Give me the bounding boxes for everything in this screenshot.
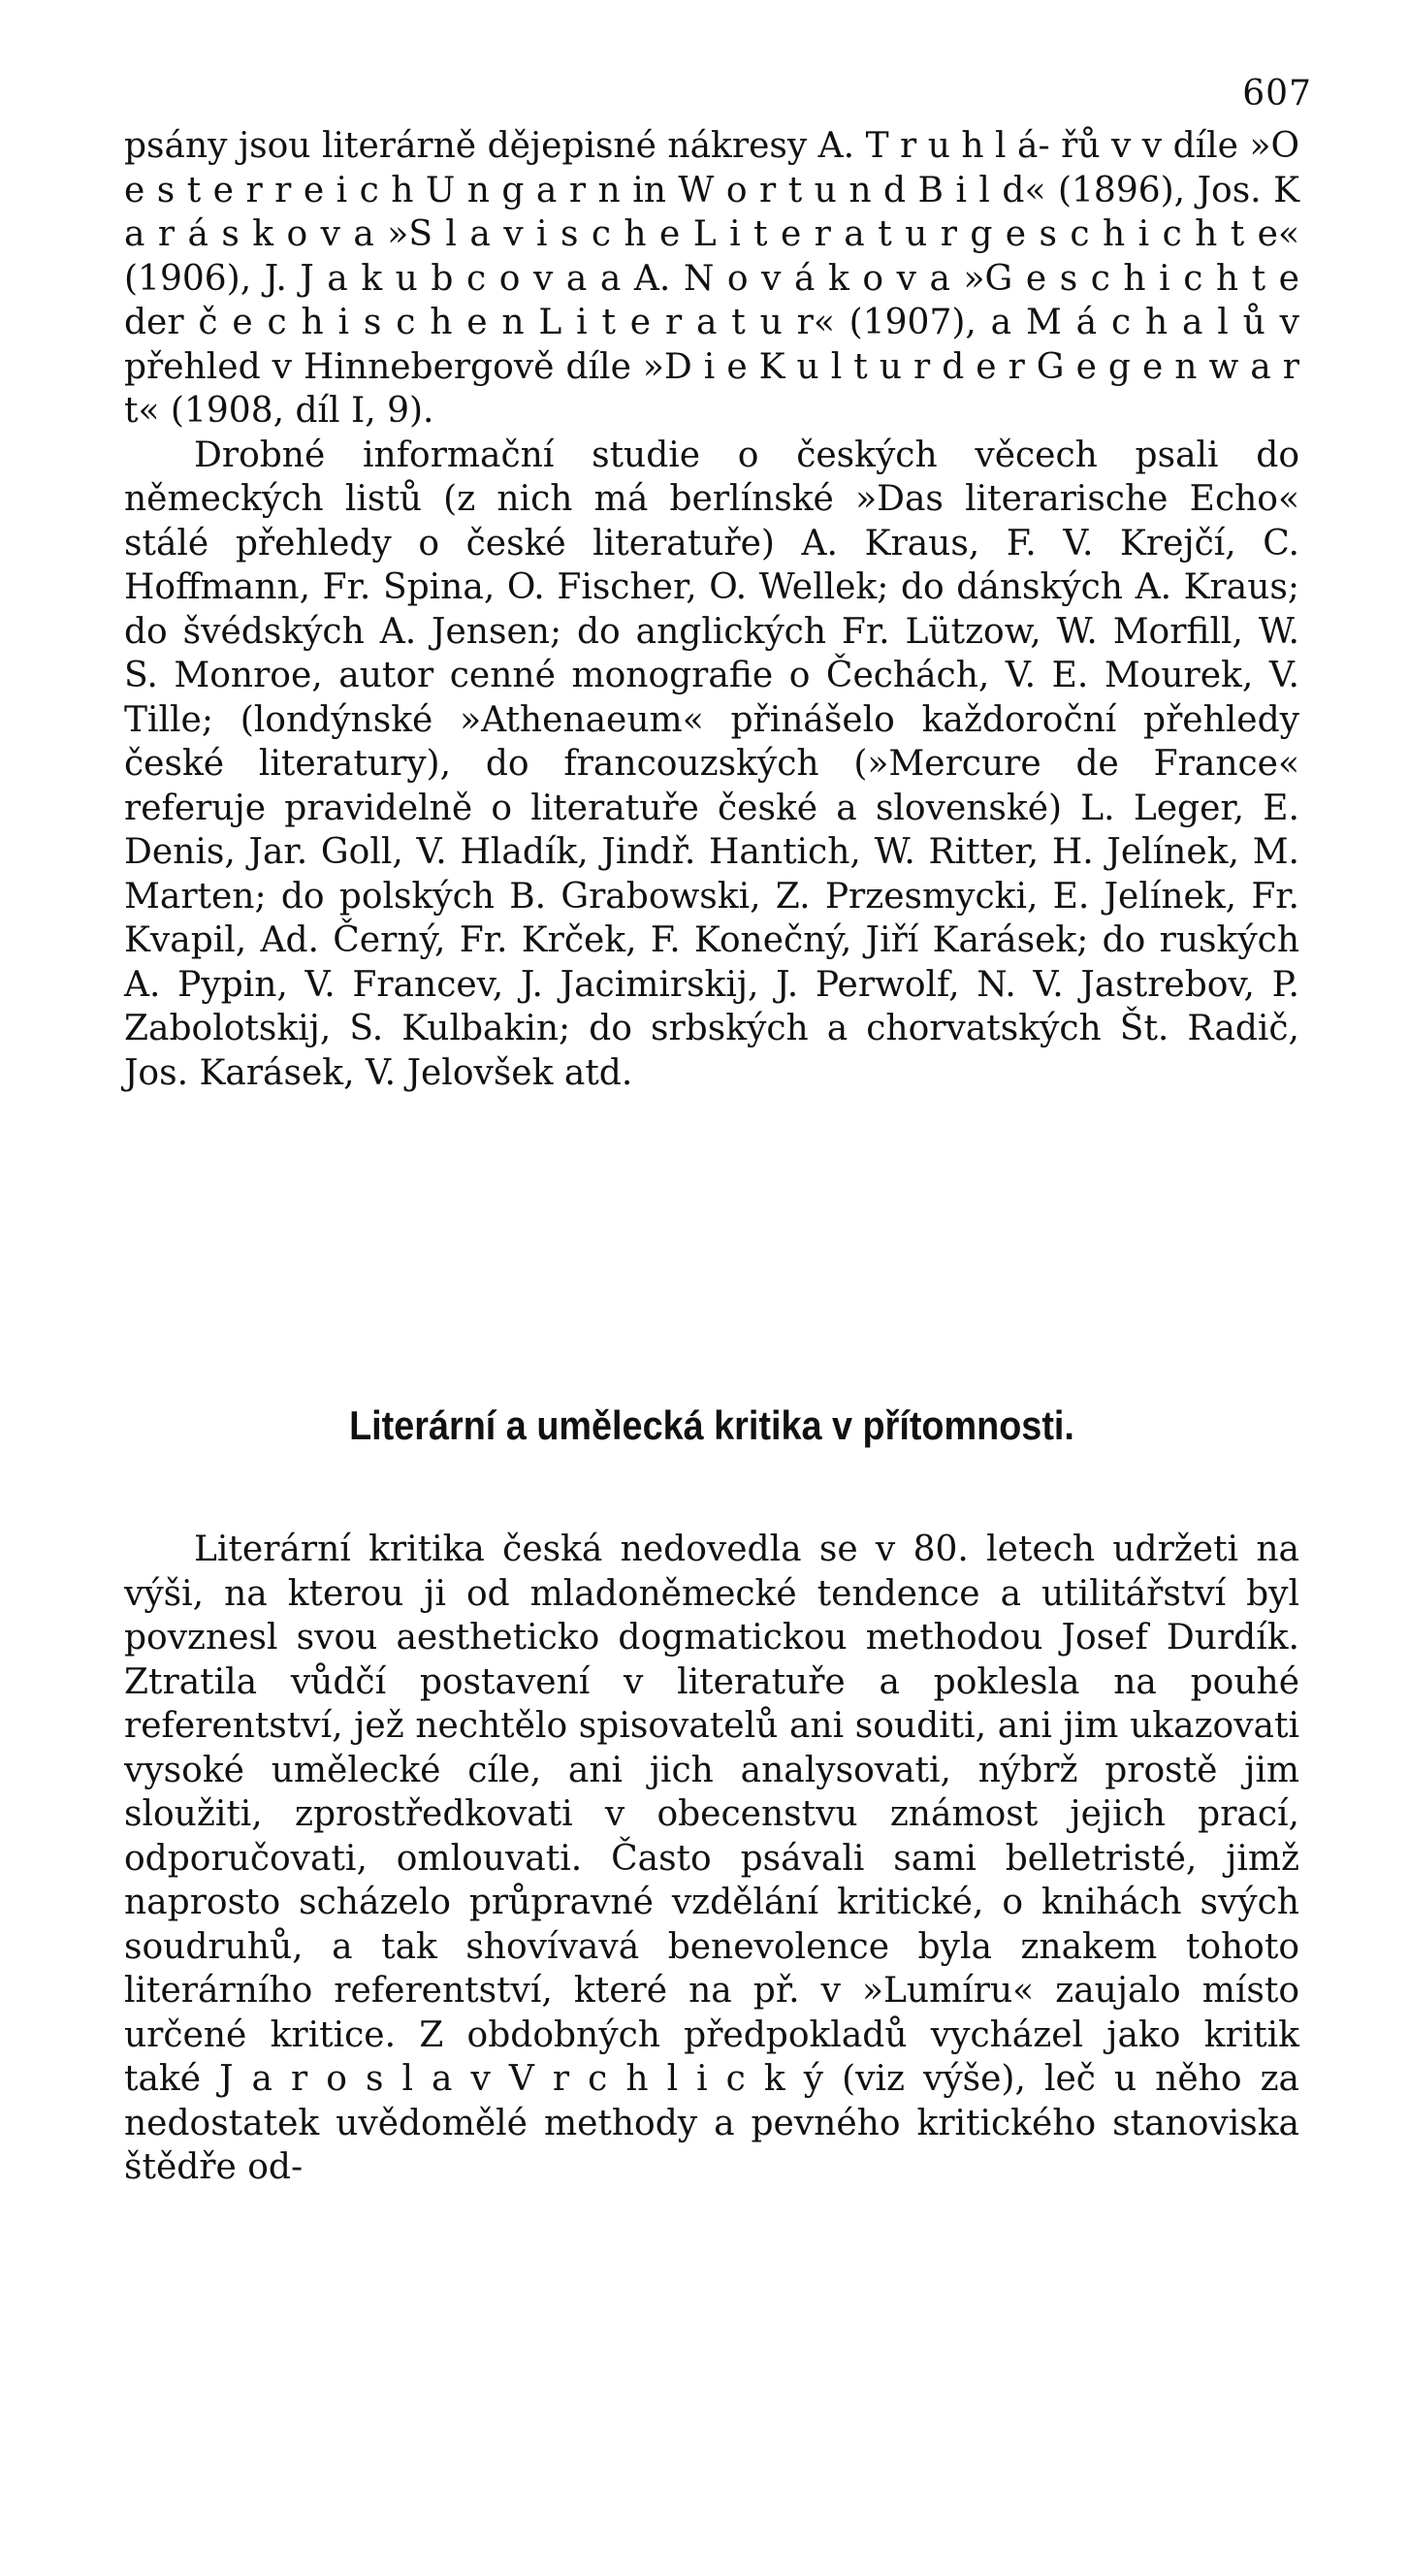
paragraph-continued: psány jsou literárně dějepisné nákresy A. T r u h l á- řů v v díle »O e s t e r r e i c h U n g a r n in W o r t u n d B i l d« (1896), Jos. K a r á s k o v a »S l a v i s c h e L i t e r a t u r g e s c h i c h t e« (1906), J. J a k u b c o v a a A. N o v á k o v a »G e s c h i c h t e der č e c h i s c h e n L i t e r a t u r« (1907), a M á c h a l ů v přehled v Hinnebergově díle »D i e K u l t u r d e r G e g e n w a r t« (1908, díl I, 9). [124,126,1299,431]
page-number: 607 [1242,74,1312,113]
paragraph-informacni-studie: Drobné informační studie o českých věcech psali do německých listů (z nich má berlínské »Das literarische Echo« stálé přehledy o české literatuře) A. Kraus, F. V. Krejčí, C. Hoffmann, Fr. Spina, O. Fischer, O. Wellek; do dánských A. Kraus; do švédských A. Jensen; do anglických Fr. Lützow, W. Morfill, W. S. Monroe, autor cenné monografie o Čechách, V. E. Mourek, V. Tille; (londýnské »Athenaeum« přinášelo každoroční přehledy české literatury), do francouzských (»Mercure de France« referuje pravidelně o literatuře české a slovenské) L. Leger, E. Denis, Jar. Goll, V. Hladík, Jindř. Hantich, W. Ritter, H. Jelínek, M. Marten; do polských B. Grabowski, Z. Przesmycki, E. Jelínek, Fr. Kvapil, Ad. Černý, Fr. Krček, F. Konečný, Jiří Karásek; do ruských A. Pypin, V. Francev, J. Jacimirskij, J. Perwolf, N. V. Jastrebov, P. Zabolotskij, S. Kulbakin; do srbských a chorvatských Št. Radič, Jos. Karásek, V. Jelovšek atd. [124,435,1299,1093]
text-block-top [124,124,1299,1095]
text-block-bottom [124,1528,1299,2190]
section-heading: Literární a umělecká kritika v přítomnosti. [349,1402,1074,1448]
paragraph-literarni-kritika: Literární kritika česká nedovedla se v 80. letech udržeti na výši, na kterou ji od mladoněmecké tendence a utilitářství byl povznesl svou aestheticko dogmatickou methodou Josef Durdík. Ztratila vůdčí postavení v literatuře a poklesla na pouhé referentství, jež nechtělo spisovatelů ani souditi, ani jim ukazovati vysoké umělecké cíle, ani jich analysovati, nýbrž prostě jim sloužiti, zprostředkovati v obecenstvu známost jejich prací, odporučovati, omlouvati. Často psávali sami belletristé, jimž naprosto scházelo průpravné vzdělání kritické, o knihách svých soudruhů, a tak shovívavá benevolence byla znakem tohoto literárního referentství, které na př. v »Lumíru« zaujalo místo určené kritice. Z obdobných předpokladů vycházel jako kritik také J a r o s l a v V r c h l i c k ý (viz výše), leč u něho za nedostatek uvědomělé methody a pevného kritického stanoviska štědře od- [124,1530,1299,2187]
